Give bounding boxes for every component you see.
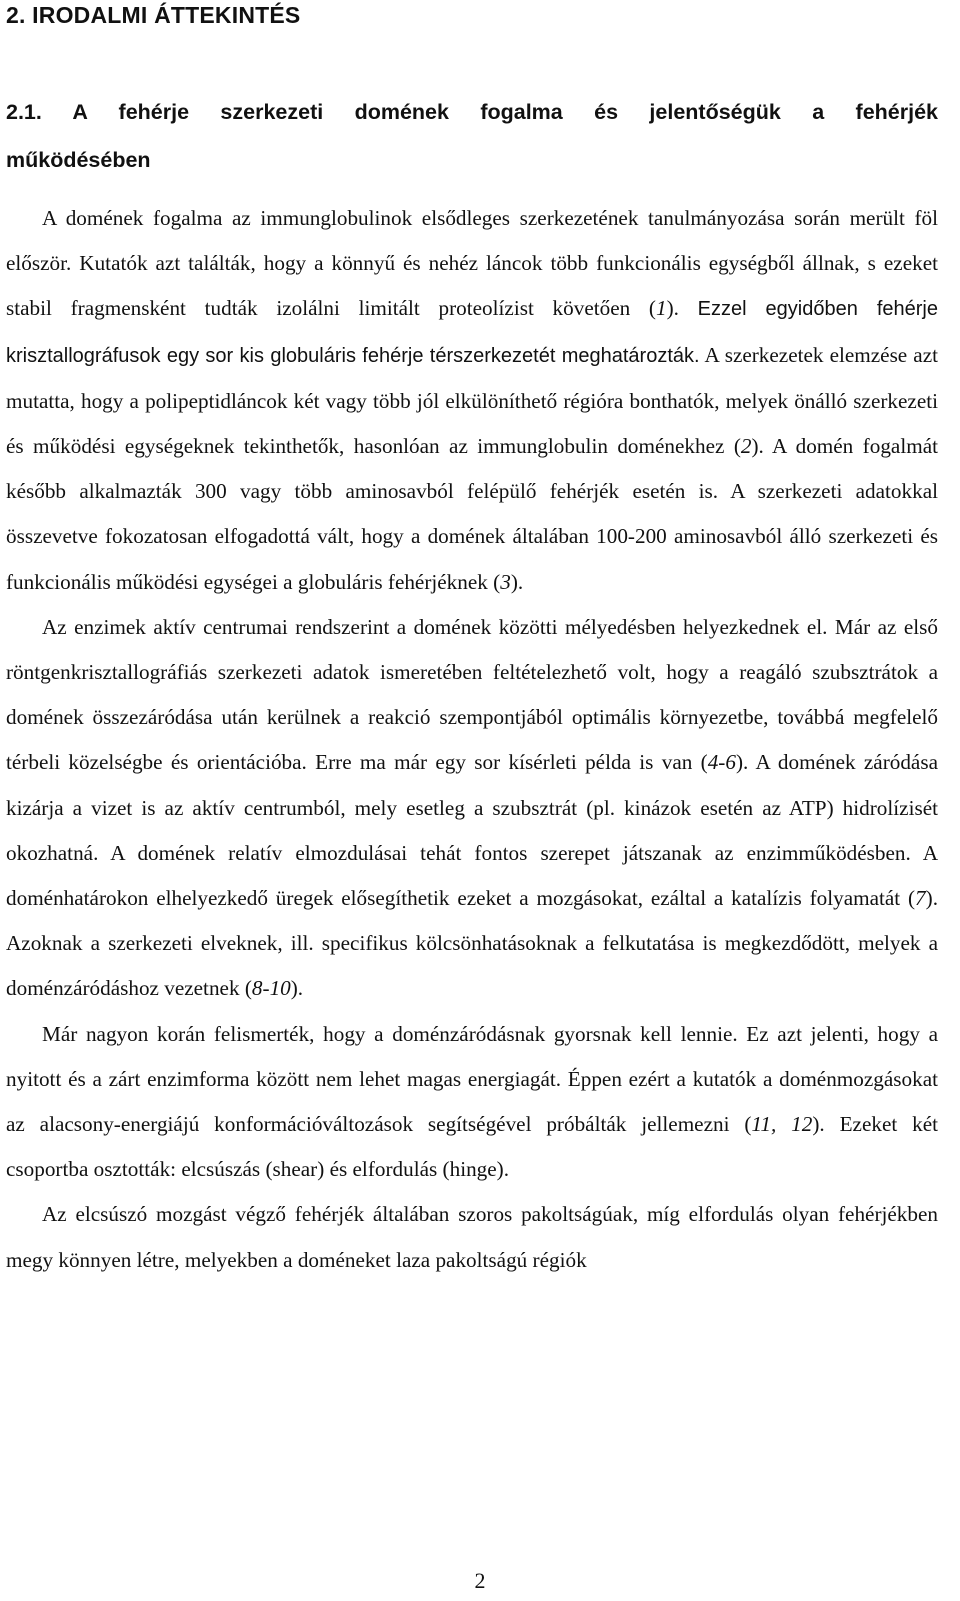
body-text bbox=[6, 196, 938, 1283]
citation-reference: 2 bbox=[740, 434, 752, 459]
text-segment: A szerkezetek elemzése azt mutatta, hogy a polipeptidláncok két vagy több jól elkülöníthető régióra bonthatók, melyek önálló szerkezeti és működési egységeknek tekinthetők, hasonlóan az immunglobulin doménekhez ( bbox=[6, 342, 938, 459]
text-segment: Kutatók azt találták, hogy a könnyű és nehéz láncok több funkcionális egységből állnak, s ezeket stabil fragmensként tudták izolálni limitált proteolízist követően ( bbox=[6, 251, 938, 321]
citation-reference: 1 bbox=[656, 296, 667, 321]
chapter-title: 2. IRODALMI ÁTTEKINTÉS bbox=[6, 2, 301, 28]
text-segment: Az enzimek aktív centrumai rendszerint a domének közötti mélyedésben helyezkednek el. Már az első röntgenkrisztallográfiás szerkezeti adatok ismeretében feltételezhető volt, hogy a reagáló szubsztrátok a domének összezáródása után kerülnek a reakció szempontjából optimális környezetbe, továbbá megfelelő térbeli közelségbe és orientációba. Erre ma már egy sor kísérleti példa is van ( bbox=[6, 614, 938, 775]
page-number: 2 bbox=[474, 1568, 486, 1593]
text-segment: Ezzel egyidőben fehérje krisztallográfusok egy sor kis globuláris fehérje térszerkezetét meghatározták. bbox=[6, 298, 938, 367]
text-segment: ). Ezeket két csoportba osztották: elcsúszás (shear) és elfordulás (hinge). bbox=[6, 1112, 938, 1182]
text-segment: Már nagyon korán felismerték, hogy a doménzáródásnak gyorsnak kell lennie. Ez azt jelenti, hogy a nyitott és a zárt enzimforma között nem lehet magas energiagát. Éppen ezért a kutatók a doménmozgásokat az alacsony-energiájú konformációváltozások segítségével próbálták jellemezni ( bbox=[6, 1021, 938, 1137]
citation-reference: 11, 12 bbox=[751, 1112, 813, 1137]
text-segment: Az elcsúszó mozgást végző fehérjék általában szoros pakoltságúak, míg elfordulás olyan fehérjékben megy könnyen létre, melyekben a doméneket laza pakoltságú régiók bbox=[6, 1202, 938, 1272]
text-segment: ). A domének záródása kizárja a vizet is az aktív centrumból, mely esetleg a szubsztrát (pl. kinázok esetén az ATP) hidrolízisét okozhatná. A domének relatív elmozdulásai tehát fontos szerepet játszanak az enzimműködésben. A doménhatárokon elhelyezkedő üregek elősegíthetik ezeket a mozgásokat, ezáltal a katalízis folyamatát ( bbox=[6, 750, 938, 911]
section-title bbox=[6, 88, 938, 184]
text-segment: ). Azoknak a szerkezeti elveknek, ill. specifikus kölcsönhatásoknak a felkutatása is megkezdődött, melyek a doménzáródáshoz vezetnek ( bbox=[6, 886, 938, 1001]
text-segment: A domének fogalma az immunglobulinok elsődleges szerkezetének tanulmányozása során merült föl először. bbox=[6, 206, 938, 276]
citation-reference: 3 bbox=[500, 569, 511, 594]
text-segment: ). bbox=[290, 976, 304, 1001]
citation-reference: 6 bbox=[725, 750, 736, 775]
section-title-line-2: működésében bbox=[6, 148, 151, 172]
citation-reference: 7 bbox=[915, 886, 926, 911]
paragraph bbox=[6, 1192, 938, 1282]
paragraph bbox=[6, 1012, 938, 1193]
text-segment: - bbox=[262, 976, 270, 1001]
text-segment: - bbox=[718, 750, 726, 775]
citation-reference: 4 bbox=[707, 750, 719, 775]
text-segment: ). bbox=[510, 569, 524, 594]
paragraph bbox=[6, 196, 938, 605]
section-title-line-1: 2.1. A fehérje szerkezeti domének fogalma és jelentőségük a fehérjék bbox=[6, 100, 938, 124]
text-segment: ). bbox=[666, 296, 698, 321]
text-segment: ). A domén fogalmát később alkalmazták 300 vagy több aminosavból felépülő fehérjék esetén is. A szerkezeti adatokkal összevetve fokozatosan elfogadottá vált, hogy a domének általában 100-200 aminosavból álló szerkezeti és funkcionális működési egységei a globuláris fehérjéknek ( bbox=[6, 434, 938, 594]
paragraph bbox=[6, 605, 938, 1012]
citation-reference: 10 bbox=[269, 976, 291, 1001]
citation-reference: 8 bbox=[251, 976, 263, 1001]
